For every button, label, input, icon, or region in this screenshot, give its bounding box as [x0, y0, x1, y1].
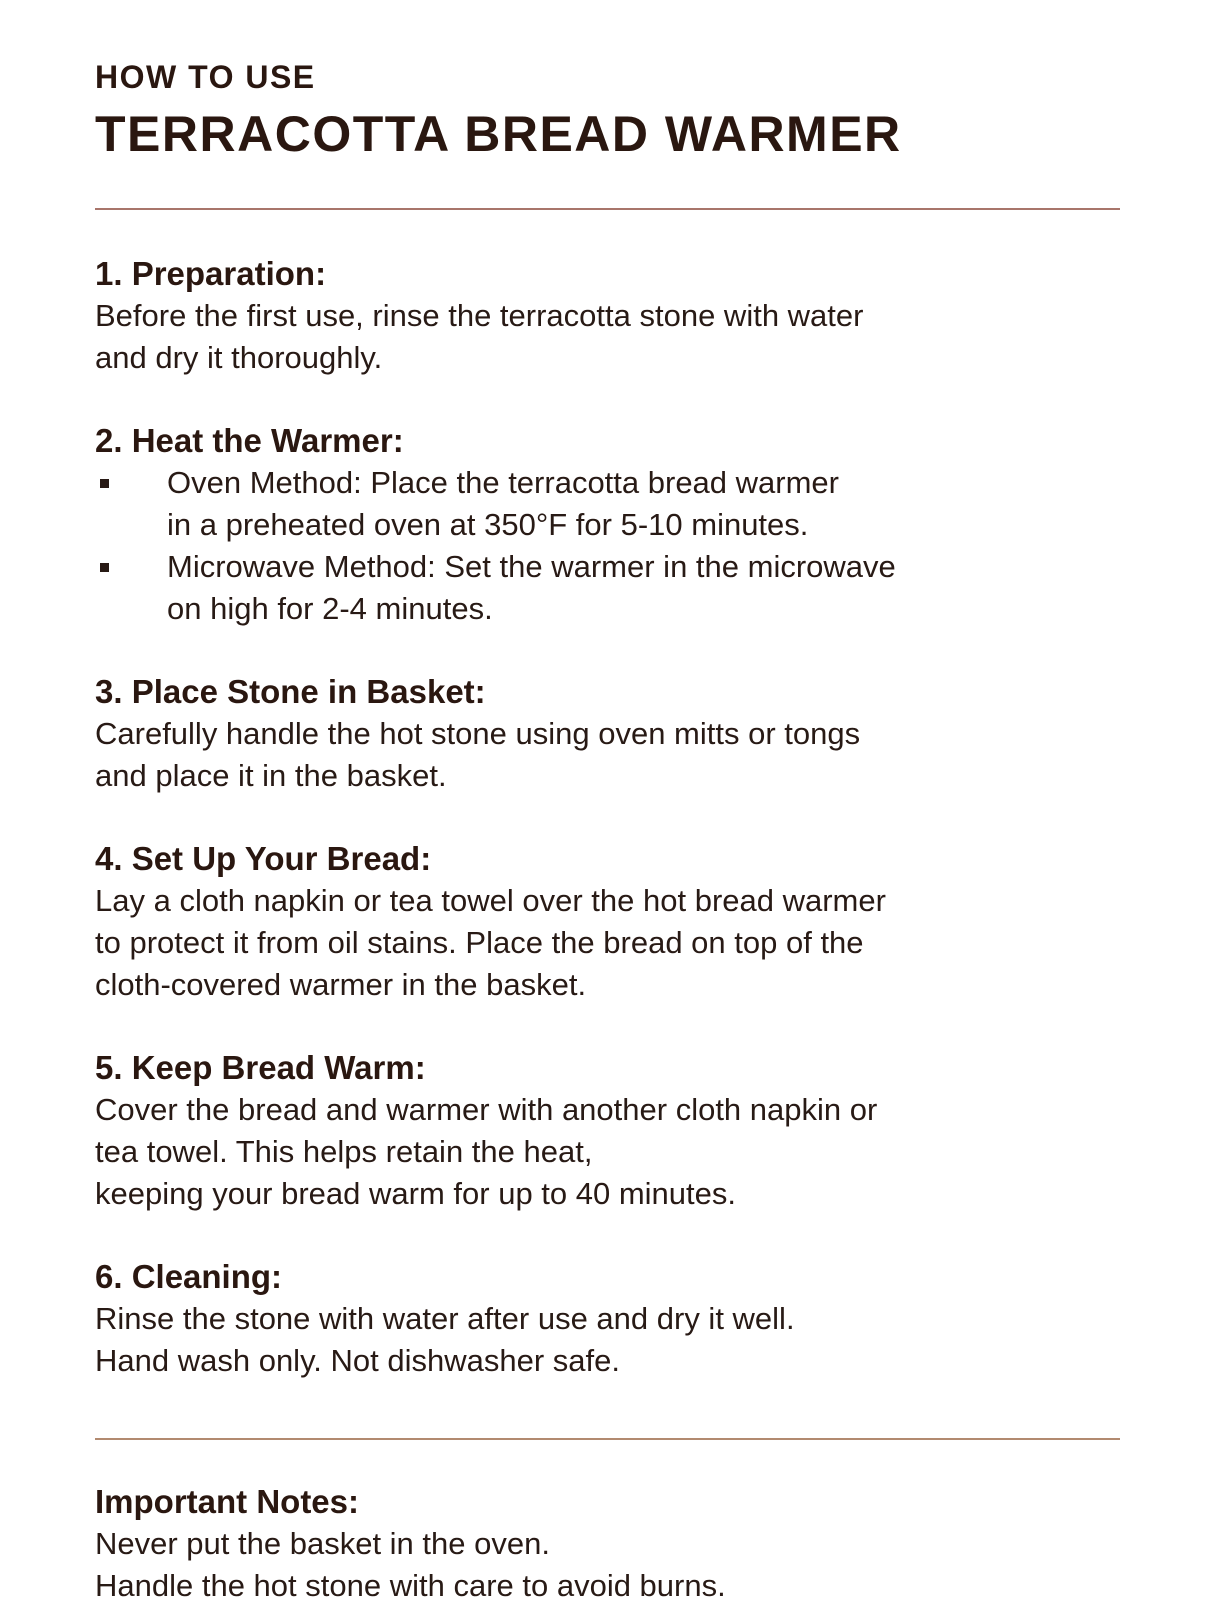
section-heading: 5. Keep Bread Warm: — [95, 1049, 426, 1086]
body-line: Lay a cloth napkin or tea towel over the hot bread warmer — [95, 883, 886, 918]
section-important-notes — [95, 1481, 1120, 1607]
bullet-text — [167, 546, 896, 630]
section-heading: Important Notes: — [95, 1483, 359, 1520]
body-line: Never put the basket in the oven. — [95, 1526, 550, 1561]
section-set-up-your-bread — [95, 838, 1120, 1006]
body-line: Handle the hot stone with care to avoid burns. — [95, 1568, 726, 1603]
section-preparation — [95, 253, 1120, 379]
body-line: Oven Method: Place the terracotta bread warmer — [167, 465, 839, 500]
eyebrow-title: HOW TO USE — [95, 59, 316, 95]
body-line: Rinse the stone with water after use and dry it well. — [95, 1301, 795, 1336]
section-heading: 4. Set Up Your Bread: — [95, 840, 432, 877]
section-heading: 1. Preparation: — [95, 255, 327, 292]
top-divider — [95, 208, 1120, 210]
section-heading: 2. Heat the Warmer: — [95, 422, 404, 459]
body-line: and place it in the basket. — [95, 758, 447, 793]
body-line: on high for 2-4 minutes. — [167, 591, 493, 626]
list-item — [95, 462, 1120, 546]
body-line: tea towel. This helps retain the heat, — [95, 1134, 593, 1169]
body-line: Cover the bread and warmer with another cloth napkin or — [95, 1092, 878, 1127]
section-heading: 3. Place Stone in Basket: — [95, 673, 486, 710]
list-item — [95, 546, 1120, 630]
bullet-square-icon — [100, 563, 109, 572]
body-line: Hand wash only. Not dishwasher safe. — [95, 1343, 620, 1378]
body-line: to protect it from oil stains. Place the bread on top of the — [95, 925, 864, 960]
section-cleaning — [95, 1256, 1120, 1382]
body-line: Microwave Method: Set the warmer in the microwave — [167, 549, 896, 584]
section-place-stone-in-basket — [95, 671, 1120, 797]
body-line: and dry it thoroughly. — [95, 340, 383, 375]
section-keep-bread-warm — [95, 1047, 1120, 1215]
body-line: Carefully handle the hot stone using oven mitts or tongs — [95, 716, 861, 751]
bottom-divider — [95, 1438, 1120, 1440]
bullet-text — [167, 462, 839, 546]
section-heading: 6. Cleaning: — [95, 1258, 283, 1295]
bullet-square-icon — [100, 479, 109, 488]
body-line: keeping your bread warm for up to 40 minutes. — [95, 1176, 737, 1211]
page-title: TERRACOTTA BREAD WARMER — [95, 106, 902, 162]
body-line: in a preheated oven at 350°F for 5-10 minutes. — [167, 507, 809, 542]
body-line: cloth-covered warmer in the basket. — [95, 967, 587, 1002]
body-line: Before the first use, rinse the terracotta stone with water — [95, 298, 864, 333]
section-heat-the-warmer — [95, 420, 1120, 630]
